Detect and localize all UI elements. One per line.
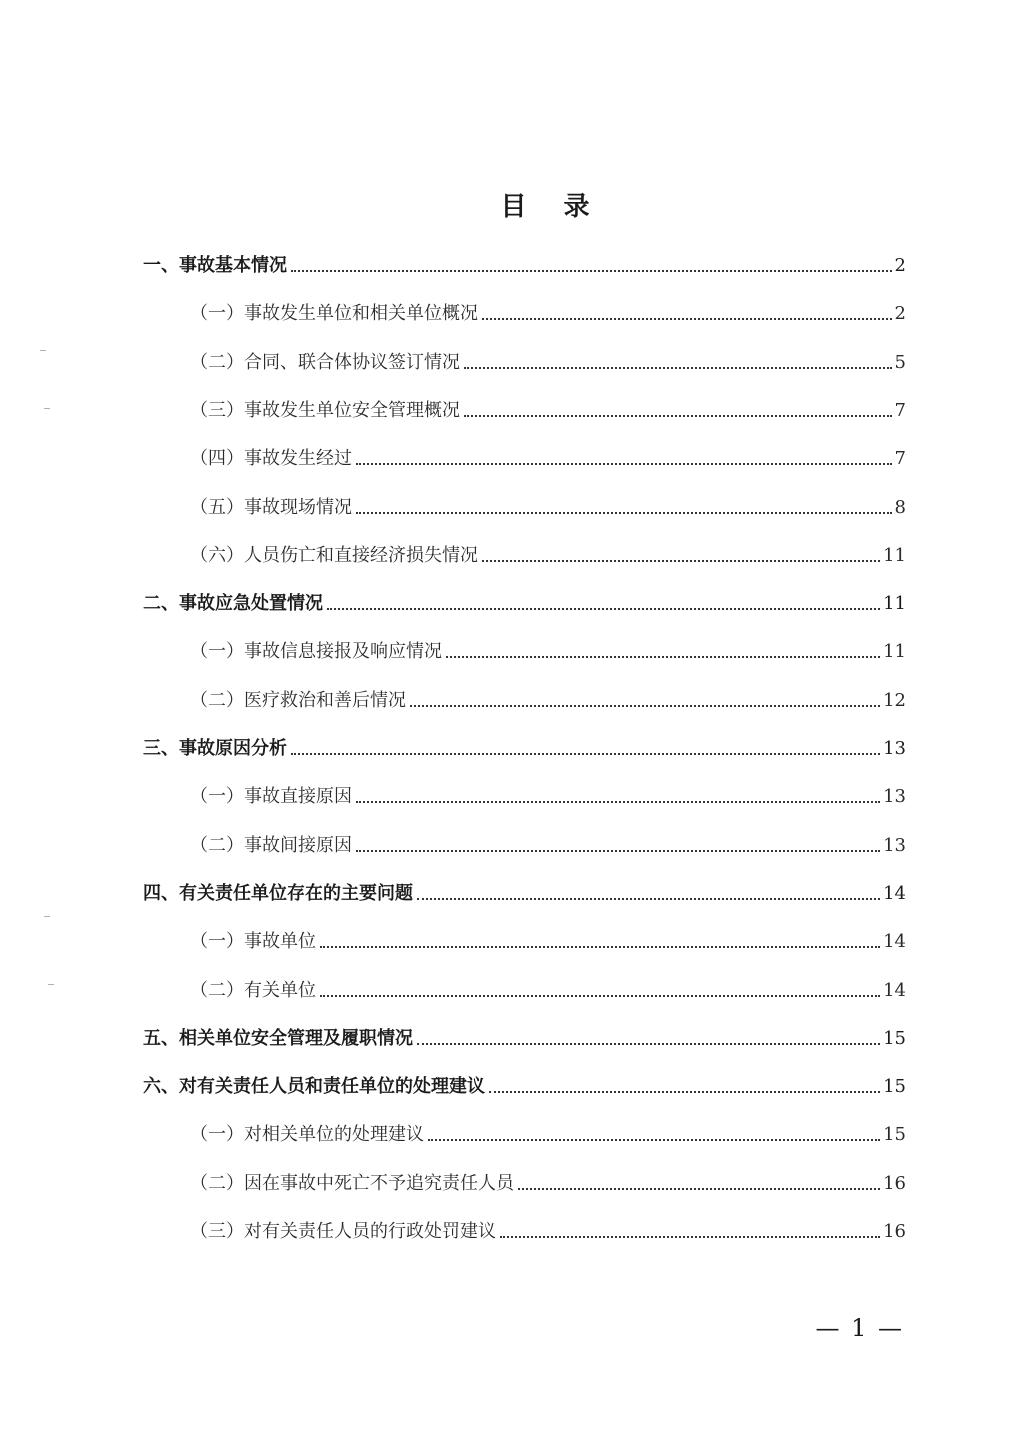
toc-leader-dots xyxy=(320,994,880,997)
toc-entry-label: （一）事故发生单位和相关单位概况 xyxy=(190,303,478,324)
toc-leader-dots xyxy=(320,945,880,948)
toc-entry-label: （一）事故直接原因 xyxy=(190,786,352,807)
toc-entry-page: 8 xyxy=(894,497,906,518)
toc-entry-page: 15 xyxy=(883,1028,906,1049)
toc-entry-page: 13 xyxy=(883,786,906,807)
toc-entry-page: 13 xyxy=(883,738,906,759)
toc-leader-dots xyxy=(327,607,880,610)
toc-subsection-entry[interactable] xyxy=(190,683,906,713)
toc-entry-label: （三）对有关责任人员的行政处罚建议 xyxy=(190,1221,496,1242)
toc-leader-dots xyxy=(417,1042,880,1045)
toc-entry-label: （五）事故现场情况 xyxy=(190,497,352,518)
toc-leader-dots xyxy=(410,704,880,707)
toc-entry-page: 11 xyxy=(883,641,906,662)
toc-leader-dots xyxy=(489,1090,880,1093)
toc-entry-label: （一）事故信息接报及响应情况 xyxy=(190,641,442,662)
toc-leader-dots xyxy=(356,800,880,803)
toc-subsection-entry[interactable] xyxy=(190,779,906,809)
toc-subsection-entry[interactable] xyxy=(190,393,906,423)
scan-speck xyxy=(44,408,50,409)
toc-section-entry[interactable] xyxy=(143,1021,906,1051)
toc-entry-label: 四、有关责任单位存在的主要问题 xyxy=(143,883,413,904)
toc-entry-label: 二、事故应急处置情况 xyxy=(143,593,323,614)
toc-subsection-entry[interactable] xyxy=(190,1117,906,1147)
toc-entry-page: 2 xyxy=(894,303,906,324)
toc-subsection-entry[interactable] xyxy=(190,828,906,858)
toc-leader-dots xyxy=(500,1235,880,1238)
toc-entry-page: 11 xyxy=(883,593,906,614)
toc-entry-label: 三、事故原因分析 xyxy=(143,738,287,759)
toc-leader-dots xyxy=(356,849,880,852)
toc-entry-label: （四）事故发生经过 xyxy=(190,448,352,469)
toc-leader-dots xyxy=(446,655,880,658)
toc-entry-page: 16 xyxy=(883,1221,906,1242)
toc-entry-page: 15 xyxy=(883,1076,906,1097)
toc-entry-page: 7 xyxy=(894,448,906,469)
toc-leader-dots xyxy=(356,511,892,514)
toc-subsection-entry[interactable] xyxy=(190,634,906,664)
toc-section-entry[interactable] xyxy=(143,1069,906,1099)
toc-leader-dots xyxy=(291,752,880,755)
toc-entry-label: （二）因在事故中死亡不予追究责任人员 xyxy=(190,1173,514,1194)
toc-entry-page: 14 xyxy=(883,931,906,952)
page-number: — 1 — xyxy=(815,1314,904,1342)
toc-subsection-entry[interactable] xyxy=(190,1166,906,1196)
toc-leader-dots xyxy=(482,559,880,562)
toc-entry-label: 一、事故基本情况 xyxy=(143,255,287,276)
toc-entry-page: 11 xyxy=(883,545,906,566)
toc-section-entry[interactable] xyxy=(143,731,906,761)
toc-subsection-entry[interactable] xyxy=(190,538,906,568)
toc-entry-label: 五、相关单位安全管理及履职情况 xyxy=(143,1028,413,1049)
toc-entry-page: 5 xyxy=(894,352,906,373)
toc-leader-dots xyxy=(428,1138,880,1141)
toc-leader-dots xyxy=(482,317,892,320)
toc-entry-page: 13 xyxy=(883,835,906,856)
toc-entry-label: （二）事故间接原因 xyxy=(190,835,352,856)
scan-speck xyxy=(40,350,46,351)
toc-leader-dots xyxy=(291,269,892,272)
toc-entry-label: （二）医疗救治和善后情况 xyxy=(190,690,406,711)
toc-section-entry[interactable] xyxy=(143,248,906,278)
toc-entry-label: （二）合同、联合体协议签订情况 xyxy=(190,352,460,373)
toc-leader-dots xyxy=(464,414,892,417)
toc-leader-dots xyxy=(464,366,892,369)
toc-entry-page: 14 xyxy=(883,980,906,1001)
toc-leader-dots xyxy=(356,462,892,465)
toc-entry-page: 16 xyxy=(883,1173,906,1194)
toc-subsection-entry[interactable] xyxy=(190,345,906,375)
toc-subsection-entry[interactable] xyxy=(190,490,906,520)
toc-entry-label: （一）事故单位 xyxy=(190,931,316,952)
toc-subsection-entry[interactable] xyxy=(190,441,906,471)
toc-entry-page: 12 xyxy=(883,690,906,711)
page-title: 目 录 xyxy=(500,192,604,222)
toc-section-entry[interactable] xyxy=(143,876,906,906)
toc-entry-page: 14 xyxy=(883,883,906,904)
toc-entry-page: 15 xyxy=(883,1124,906,1145)
toc-subsection-entry[interactable] xyxy=(190,924,906,954)
toc-entry-label: （二）有关单位 xyxy=(190,980,316,1001)
toc-subsection-entry[interactable] xyxy=(190,1214,906,1244)
toc-leader-dots xyxy=(417,897,880,900)
toc-entry-label: （一）对相关单位的处理建议 xyxy=(190,1124,424,1145)
toc-section-entry[interactable] xyxy=(143,586,906,616)
toc-entry-label: （六）人员伤亡和直接经济损失情况 xyxy=(190,545,478,566)
toc-subsection-entry[interactable] xyxy=(190,973,906,1003)
scan-speck xyxy=(48,984,54,985)
toc-entry-page: 2 xyxy=(894,255,906,276)
toc-entry-page: 7 xyxy=(894,400,906,421)
toc-subsection-entry[interactable] xyxy=(190,296,906,326)
toc-entry-label: 六、对有关责任人员和责任单位的处理建议 xyxy=(143,1076,485,1097)
toc-entry-label: （三）事故发生单位安全管理概况 xyxy=(190,400,460,421)
toc-leader-dots xyxy=(518,1187,880,1190)
scan-speck xyxy=(44,916,50,917)
